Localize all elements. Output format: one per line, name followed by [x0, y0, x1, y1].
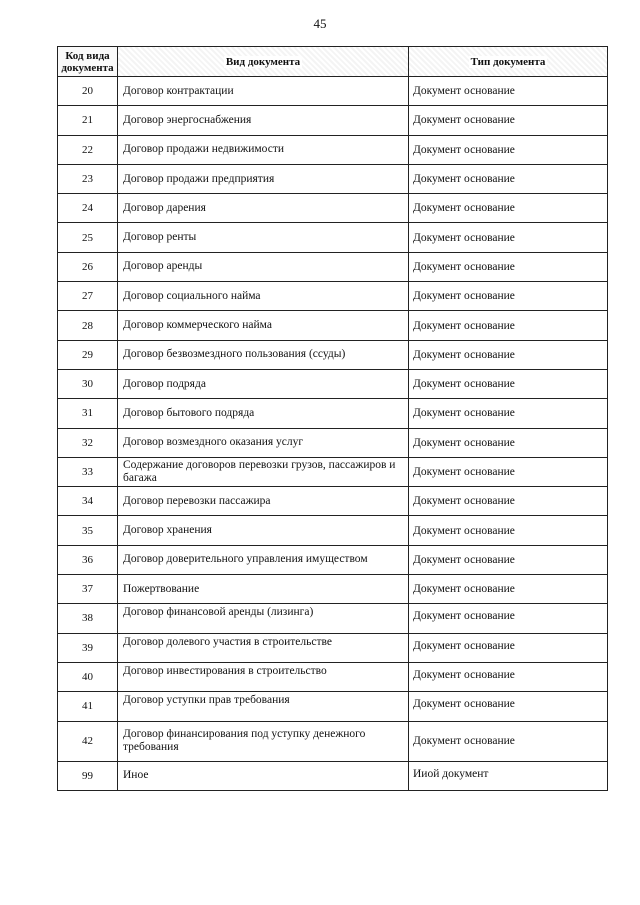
cell-doc-kind: Договор бытового подряда [118, 399, 409, 428]
cell-doc-kind: Договор финансовой аренды (лизинга) [118, 604, 409, 633]
cell-doc-type: Документ основание [409, 692, 608, 721]
table-row [58, 516, 608, 545]
header-doc-type-label: Тип документа [470, 55, 546, 68]
table-row [58, 692, 608, 721]
cell-doc-type: Документ основание [409, 575, 608, 604]
header-doc-type [409, 47, 608, 77]
cell-doc-type: Ииой документ [409, 761, 608, 790]
page-number: 45 [313, 16, 327, 31]
table-row [58, 164, 608, 193]
cell-code: 42 [58, 721, 118, 761]
cell-code: 27 [58, 282, 118, 311]
cell-doc-kind: Договор энергоснабжения [118, 106, 409, 135]
cell-doc-kind: Договор перевозки пассажира [118, 487, 409, 516]
cell-doc-type: Документ основание [409, 604, 608, 633]
table-row [58, 604, 608, 633]
table-row [58, 77, 608, 106]
cell-doc-kind: Договор продажи недвижимости [118, 135, 409, 164]
table-row [58, 399, 608, 428]
table-row [58, 311, 608, 340]
cell-doc-kind: Договор уступки прав требования [118, 692, 409, 721]
cell-code: 32 [58, 428, 118, 457]
cell-doc-kind: Договор социального найма [118, 282, 409, 311]
header-doc-kind [118, 47, 409, 77]
cell-doc-type: Документ основание [409, 77, 608, 106]
cell-code: 41 [58, 692, 118, 721]
cell-doc-kind: Содержание договоров перевозки грузов, пассажиров и багажа [118, 457, 409, 486]
cell-code: 37 [58, 575, 118, 604]
cell-code: 35 [58, 516, 118, 545]
cell-code: 24 [58, 194, 118, 223]
table-row [58, 252, 608, 281]
table-row [58, 545, 608, 574]
cell-doc-type: Документ основание [409, 311, 608, 340]
cell-code: 22 [58, 135, 118, 164]
cell-doc-kind: Договор безвозмездного пользования (ссуды) [118, 340, 409, 369]
cell-code: 31 [58, 399, 118, 428]
cell-code: 20 [58, 77, 118, 106]
cell-code: 30 [58, 369, 118, 398]
table-row [58, 282, 608, 311]
cell-doc-kind: Пожертвование [118, 575, 409, 604]
cell-doc-type: Документ основание [409, 369, 608, 398]
table-row [58, 340, 608, 369]
cell-code: 28 [58, 311, 118, 340]
cell-code: 99 [58, 761, 118, 790]
cell-doc-type: Документ основание [409, 399, 608, 428]
cell-doc-type: Документ основание [409, 164, 608, 193]
table-row [58, 633, 608, 662]
cell-code: 21 [58, 106, 118, 135]
cell-doc-kind: Иное [118, 761, 409, 790]
table-header-row [58, 47, 608, 77]
cell-code: 26 [58, 252, 118, 281]
cell-doc-kind: Договор контрактации [118, 77, 409, 106]
cell-doc-kind: Договор доверительного управления имуществом [118, 545, 409, 574]
cell-doc-kind: Договор ренты [118, 223, 409, 252]
cell-code: 40 [58, 662, 118, 691]
table-row [58, 721, 608, 761]
table-row [58, 106, 608, 135]
cell-doc-type: Документ основание [409, 457, 608, 486]
cell-code: 29 [58, 340, 118, 369]
cell-doc-type: Документ основание [409, 282, 608, 311]
cell-doc-type: Документ основание [409, 516, 608, 545]
cell-doc-type: Документ основание [409, 428, 608, 457]
table-row [58, 428, 608, 457]
cell-doc-kind: Договор подряда [118, 369, 409, 398]
cell-doc-kind: Договор финансирования под уступку денежного требования [118, 721, 409, 761]
table-row [58, 662, 608, 691]
table-row [58, 369, 608, 398]
cell-doc-type: Документ основание [409, 721, 608, 761]
cell-doc-kind: Договор аренды [118, 252, 409, 281]
cell-doc-kind: Договор хранения [118, 516, 409, 545]
table-row [58, 457, 608, 486]
cell-doc-type: Документ основание [409, 135, 608, 164]
cell-doc-kind: Договор возмездного оказания услуг [118, 428, 409, 457]
cell-doc-type: Документ основание [409, 633, 608, 662]
cell-doc-kind: Договор долевого участия в строительстве [118, 633, 409, 662]
table-row [58, 487, 608, 516]
cell-doc-kind: Договор инвестирования в строительство [118, 662, 409, 691]
cell-doc-type: Документ основание [409, 545, 608, 574]
table-row [58, 575, 608, 604]
cell-code: 25 [58, 223, 118, 252]
document-types-table [57, 46, 608, 791]
cell-doc-type: Документ основание [409, 487, 608, 516]
table-row [58, 761, 608, 790]
header-code: Код вида документа [58, 47, 118, 77]
cell-doc-type: Документ основание [409, 106, 608, 135]
cell-doc-type: Документ основание [409, 252, 608, 281]
cell-code: 34 [58, 487, 118, 516]
cell-doc-type: Документ основание [409, 194, 608, 223]
table-row [58, 194, 608, 223]
cell-code: 36 [58, 545, 118, 574]
table-row [58, 223, 608, 252]
cell-code: 33 [58, 457, 118, 486]
table-row [58, 135, 608, 164]
cell-code: 38 [58, 604, 118, 633]
cell-doc-type: Документ основание [409, 223, 608, 252]
cell-doc-type: Документ основание [409, 662, 608, 691]
cell-doc-type: Документ основание [409, 340, 608, 369]
cell-code: 39 [58, 633, 118, 662]
cell-doc-kind: Договор дарения [118, 194, 409, 223]
cell-doc-kind: Договор продажи предприятия [118, 164, 409, 193]
cell-code: 23 [58, 164, 118, 193]
cell-doc-kind: Договор коммерческого найма [118, 311, 409, 340]
header-doc-kind-label: Вид документа [225, 55, 301, 68]
